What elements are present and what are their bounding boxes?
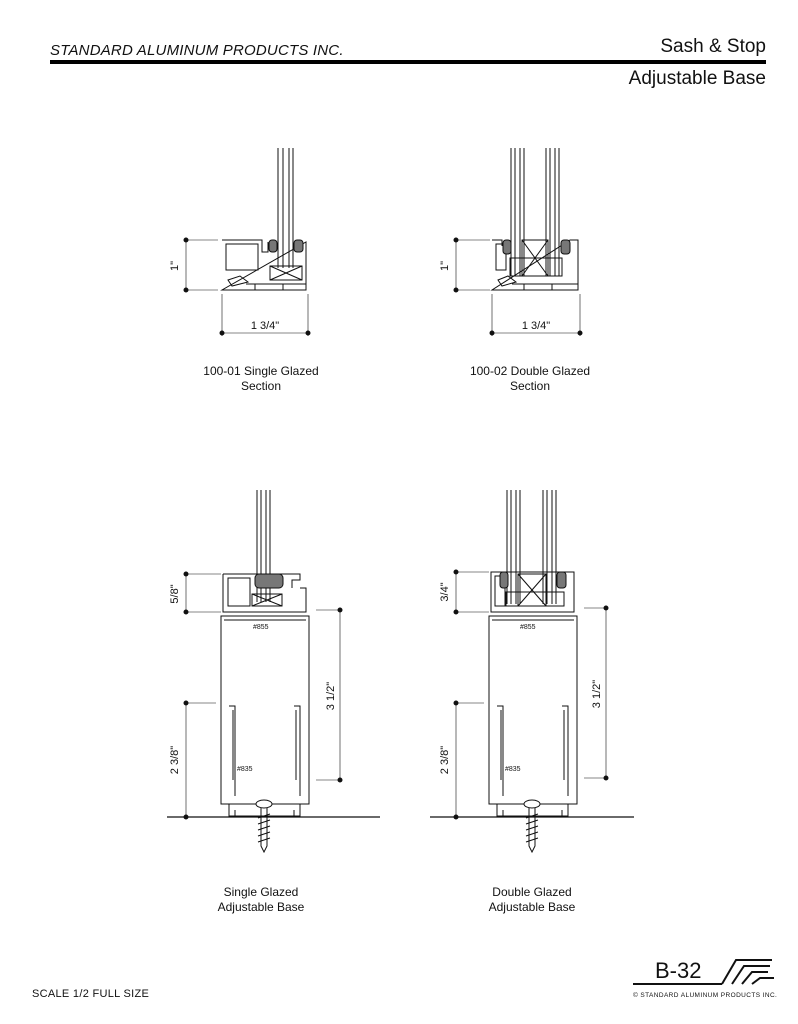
dimension-label-side: 3 1/2" [591,679,603,709]
caption-single-glazed-base [161,885,361,915]
drawing-title: Sash & Stop [660,36,766,57]
page-number: B-32 [655,958,702,983]
single-glazed-adjustable-base [167,490,380,852]
dimension-label-width: 1 3/4" [250,320,280,332]
caption-single-glazed-section [161,364,361,394]
dimension-label-width: 1 3/4" [521,320,551,332]
caption-line: Double Glazed [492,885,572,899]
dimension-label-top: 3/4" [439,582,451,602]
caption-line: Adjustable Base [217,900,305,914]
scale-note: SCALE 1/2 FULL SIZE [32,988,150,1000]
part-number-855: #855 [253,624,269,631]
caption-line: Adjustable Base [488,900,576,914]
double-glazed-adjustable-base [430,490,634,852]
dimension-label-height: 1" [439,260,451,272]
caption-line: Single Glazed [223,885,299,899]
dimension-label-side: 3 1/2" [325,681,337,711]
dimension-label-top: 5/8" [169,584,181,604]
caption-line: Section [509,379,551,393]
part-number-835: #835 [505,766,521,773]
double-glazed-section [454,148,582,336]
single-glazed-section [184,148,310,336]
dimension-label-height: 1" [169,260,181,272]
drawing-subtitle: Adjustable Base [628,68,766,89]
caption-double-glazed-base [432,885,632,915]
caption-double-glazed-section [430,364,630,394]
dimension-label-bottom: 2 3/8" [169,745,181,775]
company-name: STANDARD ALUMINUM PRODUCTS INC. [50,42,344,59]
dimension-label-bottom: 2 3/8" [439,745,451,775]
caption-line: 100-01 Single Glazed [203,364,319,378]
copyright-notice: © STANDARD ALUMINUM PRODUCTS INC. [633,992,778,999]
caption-line: Section [240,379,282,393]
caption-line: 100-02 Double Glazed [469,364,591,378]
part-number-855: #855 [520,624,536,631]
part-number-835: #835 [237,766,253,773]
